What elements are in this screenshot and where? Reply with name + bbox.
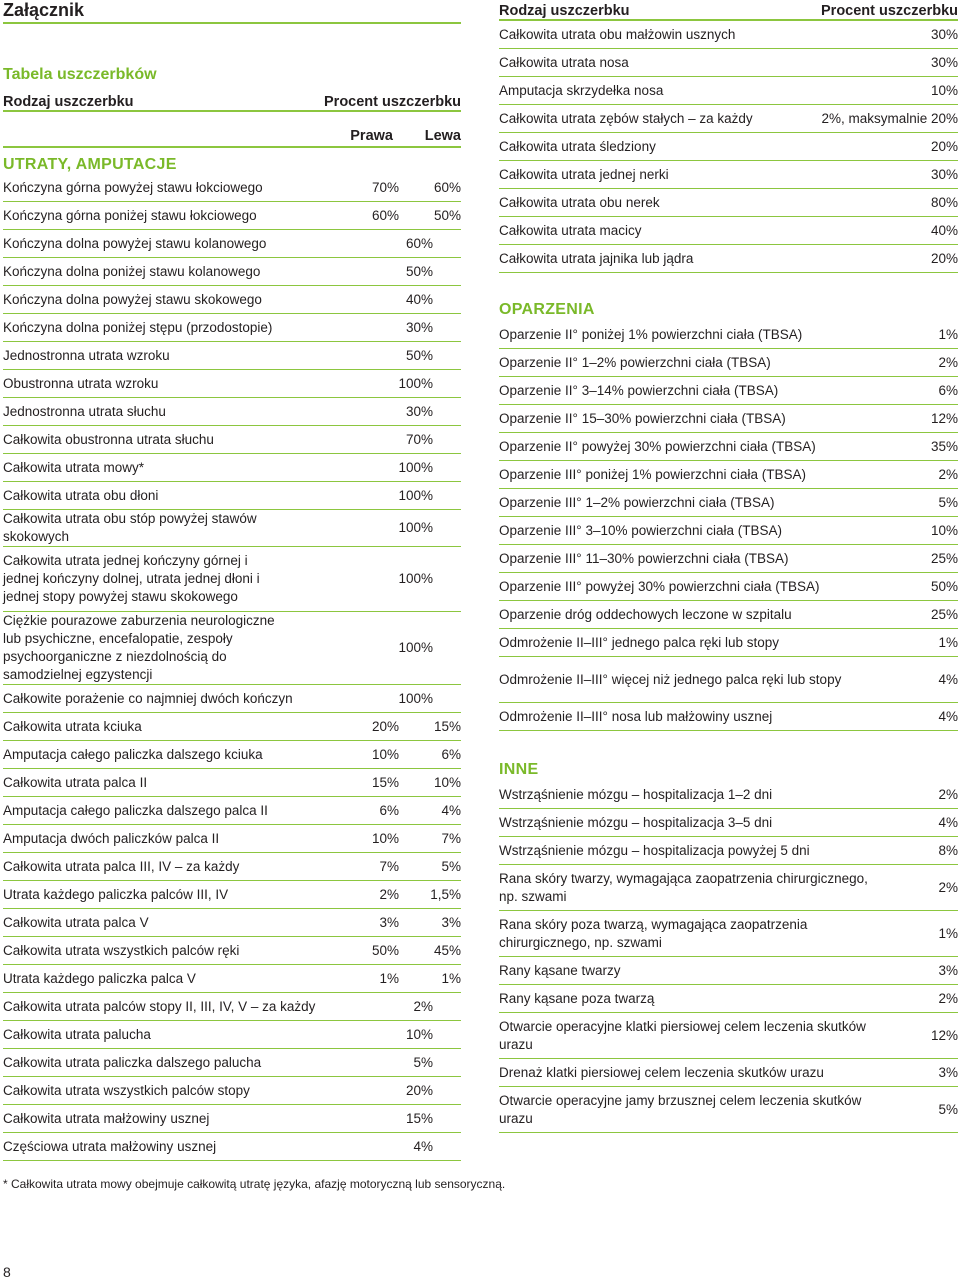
col-right-header: Prawa [350,128,393,144]
injury-percent-left: 60% [433,179,461,195]
table-row [3,1077,461,1105]
injury-percent-left: 45% [433,942,461,958]
injury-percent-right: 1% [379,970,399,986]
injury-name: Całkowita utrata palucha [3,1026,151,1042]
injury-name: Całkowita utrata wszystkich palców ręki [3,942,240,958]
injury-percent: 5% [413,1054,433,1070]
table-row [499,517,958,545]
table-row [3,825,461,853]
injury-percent: 100% [398,640,433,655]
table-row [499,377,958,405]
table-row [3,286,461,314]
injury-percent: 70% [405,431,433,447]
injury-percent-right: 50% [371,942,399,958]
table-row [3,547,461,612]
injury-percent-right: 7% [379,858,399,874]
injury-name: Kończyna dolna powyżej stawu kolanowego [3,235,267,251]
table-row [3,314,461,342]
table-row [3,454,461,482]
col-type-header: Rodzaj uszczerbku [3,94,134,110]
injury-percent: 10% [930,82,958,98]
table-row [3,202,461,230]
injury-percent: 12% [930,1027,958,1043]
table-row [499,49,958,77]
table-row [3,1105,461,1133]
col-type-header: Rodzaj uszczerbku [499,3,630,19]
injury-percent: 1% [938,326,958,342]
other-rows [499,781,958,1133]
injury-percent: 5% [938,1101,958,1117]
injury-name: Oparzenie III° 3–10% powierzchni ciała (TBSA) [499,522,783,538]
injury-percent: 2%, maksymalnie 20% [821,110,958,126]
table-row [3,965,461,993]
table-row [3,1021,461,1049]
injury-percent-left: 3% [441,914,461,930]
injury-percent: 12% [930,410,958,426]
table-row [499,133,958,161]
injury-name: Całkowite porażenie co najmniej dwóch kończyn [3,690,293,706]
table-row [3,685,461,713]
injury-percent: 4% [938,708,958,724]
injury-percent: 10% [930,522,958,538]
injury-percent-right: 2% [379,886,399,902]
injury-percent-left: 5% [441,858,461,874]
table-row [3,1133,461,1161]
table-row [499,405,958,433]
injury-name: Całkowita utrata małżowiny usznej [3,1110,210,1126]
injury-name: Jednostronna utrata słuchu [3,403,166,419]
col-pct-header: Procent uszczerbku [821,3,958,19]
injury-percent-left: 50% [433,207,461,223]
table-row [3,993,461,1021]
table-row [3,258,461,286]
injury-name: Oparzenie III° powyżej 30% powierzchni ciała (TBSA) [499,578,820,594]
injury-name: Całkowita utrata obu nerek [499,194,660,210]
table-row [499,657,958,703]
table-row [499,189,958,217]
injury-percent: 20% [930,250,958,266]
injury-percent: 2% [413,998,433,1014]
section-amputations: UTRATY, AMPUTACJE [3,156,177,173]
table-row [499,545,958,573]
right-column [499,0,958,1133]
injury-name: Oparzenie II° powyżej 30% powierzchni ciała (TBSA) [499,438,816,454]
injury-name: Całkowita utrata zębów stałych – za każdy [499,110,753,126]
table-row [499,1087,958,1133]
injury-name: Amputacja całego paliczka dalszego kciuka [3,746,263,762]
injury-percent: 100% [398,487,433,503]
injury-name: Wstrząśnienie mózgu – hospitalizacja powyżej 5 dni [499,842,810,858]
injury-name: Całkowita utrata palca II [3,774,148,790]
injury-name: Całkowita utrata mowy* [3,459,145,475]
injury-name: Jednostronna utrata wzroku [3,347,170,363]
injury-name: Oparzenie II° 15–30% powierzchni ciała (TBSA) [499,410,786,426]
injury-percent: 3% [938,1064,958,1080]
col-pct-header: Procent uszczerbku [324,94,461,110]
injury-percent: 4% [413,1138,433,1154]
injury-percent-right: 60% [371,207,399,223]
table-row [499,433,958,461]
injury-percent-right: 15% [371,774,399,790]
table-row [3,230,461,258]
injury-percent-left: 4% [441,802,461,818]
table-row [499,77,958,105]
table-row [3,713,461,741]
side-header [3,112,461,148]
injury-percent: 15% [405,1110,433,1126]
injury-percent-left: 10% [433,774,461,790]
table-row [499,957,958,985]
injury-percent: 100% [398,520,433,535]
table-row [499,573,958,601]
table-row [3,174,461,202]
injury-name: Amputacja dwóch paliczków palca II [3,830,220,846]
table-row [499,601,958,629]
injury-percent: 4% [938,671,958,687]
table-row [499,1013,958,1059]
table-row [3,342,461,370]
injury-name: Całkowita utrata jednej kończyny górnej i jednej kończyny dolnej, utrata jednej dłoni i jednej stopy powyżej stawu skokowego [3,553,260,604]
injury-name: Oparzenie III° 11–30% powierzchni ciała (TBSA) [499,550,789,566]
table-row [3,510,461,547]
injury-percent: 10% [405,1026,433,1042]
table-row [499,161,958,189]
injury-percent: 20% [930,138,958,154]
injury-percent: 30% [405,319,433,335]
injury-percent: 50% [930,578,958,594]
injury-percent-right: 10% [371,830,399,846]
injury-name: Całkowita utrata palca V [3,914,149,930]
injury-name: Otwarcie operacyjne klatki piersiowej celem leczenia skutków urazu [499,1018,866,1052]
injury-name: Ciężkie pourazowe zaburzenia neurologiczne lub psychiczne, encefalopatie, zespoły psychoorganiczne z niezdolnością do samodzielnej egzystencji [3,613,275,682]
col-left-header: Lewa [424,128,461,144]
injury-name: Wstrząśnienie mózgu – hospitalizacja 1–2 dni [499,786,773,802]
table-row [499,321,958,349]
injury-percent: 100% [398,571,433,586]
injury-percent: 6% [938,382,958,398]
table-row [499,985,958,1013]
injury-name: Oparzenie III° 1–2% powierzchni ciała (TBSA) [499,494,775,510]
section-burns: OPARZENIA [499,301,595,318]
table-header [3,86,461,112]
page-number: 8 [3,1264,11,1280]
injury-percent: 25% [930,550,958,566]
injury-percent-right: 70% [371,179,399,195]
left-column [3,0,461,1161]
injury-percent: 40% [405,291,433,307]
injury-percent: 2% [938,879,958,895]
injury-percent-left: 1% [441,970,461,986]
injury-percent-right: 10% [371,746,399,762]
table-row [499,489,958,517]
injury-name: Obustronna utrata wzroku [3,375,159,391]
injury-percent: 80% [930,194,958,210]
injury-name: Odmrożenie II–III° nosa lub małżowiny usznej [499,708,773,724]
injury-percent: 30% [930,26,958,42]
injury-name: Otwarcie operacyjne jamy brzusznej celem leczenia skutków urazu [499,1092,862,1126]
injury-name: Całkowita utrata śledziony [499,138,656,154]
table-row [3,612,461,685]
table-row [499,105,958,133]
injury-name: Rana skóry poza twarzą, wymagająca zaopatrzenia chirurgicznego, np. szwami [499,916,808,950]
injury-name: Rany kąsane poza twarzą [499,990,655,1006]
table-row [499,245,958,273]
table-row [3,909,461,937]
table-row [499,349,958,377]
injury-percent: 100% [398,459,433,475]
injury-name: Całkowita utrata kciuka [3,718,142,734]
injury-percent: 30% [405,403,433,419]
injury-percent: 1% [938,925,958,941]
injury-percent: 20% [405,1082,433,1098]
injury-name: Całkowita utrata jajnika lub jądra [499,250,694,266]
injury-percent: 30% [930,166,958,182]
table-row [3,426,461,454]
injury-percent: 100% [398,375,433,391]
injury-percent: 4% [938,814,958,830]
injury-name: Amputacja całego paliczka dalszego palca II [3,802,268,818]
injury-percent-right: 3% [379,914,399,930]
injury-percent: 30% [930,54,958,70]
injury-percent: 35% [930,438,958,454]
injury-name: Całkowita utrata wszystkich palców stopy [3,1082,250,1098]
table-row [3,937,461,965]
injury-name: Amputacja skrzydełka nosa [499,82,664,98]
table-row [499,629,958,657]
injury-percent: 50% [405,347,433,363]
table-row [499,703,958,731]
injury-name: Całkowita obustronna utrata słuchu [3,431,214,447]
page-title: Załącznik [3,0,461,24]
injury-name: Kończyna dolna powyżej stawu skokowego [3,291,262,307]
injury-name: Kończyna górna powyżej stawu łokciowego [3,179,263,195]
table-row [499,1059,958,1087]
injury-percent-right: 6% [379,802,399,818]
table-row [499,809,958,837]
table-row [499,217,958,245]
injury-name: Wstrząśnienie mózgu – hospitalizacja 3–5 dni [499,814,773,830]
injury-name: Całkowita utrata paliczka dalszego palucha [3,1054,262,1070]
injury-name: Częściowa utrata małżowiny usznej [3,1138,217,1154]
table-row [3,482,461,510]
injury-percent: 1% [938,634,958,650]
injury-percent-left: 1,5% [430,886,461,902]
injury-name: Oparzenie II° 1–2% powierzchni ciała (TBSA) [499,354,771,370]
table-row [3,398,461,426]
injury-percent: 60% [405,235,433,251]
table-row [499,21,958,49]
injury-percent-left: 6% [441,746,461,762]
injury-percent: 40% [930,222,958,238]
section-other: INNE [499,761,539,778]
injury-name: Kończyna dolna poniżej stawu kolanowego [3,263,261,279]
injury-name: Kończyna dolna poniżej stępu (przodostopie) [3,319,273,335]
injury-name: Oparzenie II° 3–14% powierzchni ciała (TBSA) [499,382,779,398]
table-row [3,881,461,909]
table-row [499,781,958,809]
injury-percent-right: 20% [371,718,399,734]
injury-name: Całkowita utrata macicy [499,222,642,238]
table-row [3,370,461,398]
injury-percent: 50% [405,263,433,279]
injury-name: Oparzenie dróg oddechowych leczone w szpitalu [499,606,792,622]
table-row [499,837,958,865]
table-row [3,1049,461,1077]
injury-percent: 100% [398,690,433,706]
table-row [3,769,461,797]
injury-percent: 2% [938,786,958,802]
injury-percent: 25% [930,606,958,622]
injury-name: Całkowita utrata obu małżowin usznych [499,26,736,42]
table-row [499,461,958,489]
injury-name: Całkowita utrata palców stopy II, III, IV, V – za każdy [3,998,316,1014]
injury-name: Rany kąsane twarzy [499,962,621,978]
table-row [3,797,461,825]
injury-percent: 8% [938,842,958,858]
right-table-header [499,0,958,21]
injury-percent: 5% [938,494,958,510]
loss-rows [499,21,958,273]
burn-rows [499,321,958,731]
injury-name: Kończyna górna poniżej stawu łokciowego [3,207,257,223]
injury-name: Oparzenie II° poniżej 1% powierzchni ciała (TBSA) [499,326,803,342]
injury-percent-left: 7% [441,830,461,846]
injury-percent: 3% [938,962,958,978]
amputation-rows [3,174,461,1161]
table-row [3,853,461,881]
injury-name: Rana skóry twarzy, wymagająca zaopatrzenia chirurgicznego, np. szwami [499,870,868,904]
injury-percent: 2% [938,354,958,370]
table-row [3,741,461,769]
injury-name: Utrata każdego paliczka palców III, IV [3,886,229,902]
footnote: * Całkowita utrata mowy obejmuje całkowitą utratę języka, afazję motoryczną lub sensoryczną. [3,1177,506,1191]
table-row [499,911,958,957]
injury-name: Odmrożenie II–III° więcej niż jednego palca ręki lub stopy [499,671,842,687]
injury-percent: 2% [938,990,958,1006]
injury-percent-left: 15% [433,718,461,734]
injury-name: Całkowita utrata nosa [499,54,629,70]
table-title: Tabela uszczerbków [3,66,157,83]
injury-percent: 2% [938,466,958,482]
table-row [499,865,958,911]
injury-name: Całkowita utrata palca III, IV – za każdy [3,858,240,874]
injury-name: Całkowita utrata obu stóp powyżej stawów skokowych [3,511,257,544]
injury-name: Całkowita utrata obu dłoni [3,487,159,503]
injury-name: Utrata każdego paliczka palca V [3,970,196,986]
injury-name: Drenaż klatki piersiowej celem leczenia skutków urazu [499,1064,824,1080]
injury-name: Całkowita utrata jednej nerki [499,166,669,182]
injury-name: Odmrożenie II–III° jednego palca ręki lub stopy [499,634,780,650]
injury-name: Oparzenie III° poniżej 1% powierzchni ciała (TBSA) [499,466,807,482]
